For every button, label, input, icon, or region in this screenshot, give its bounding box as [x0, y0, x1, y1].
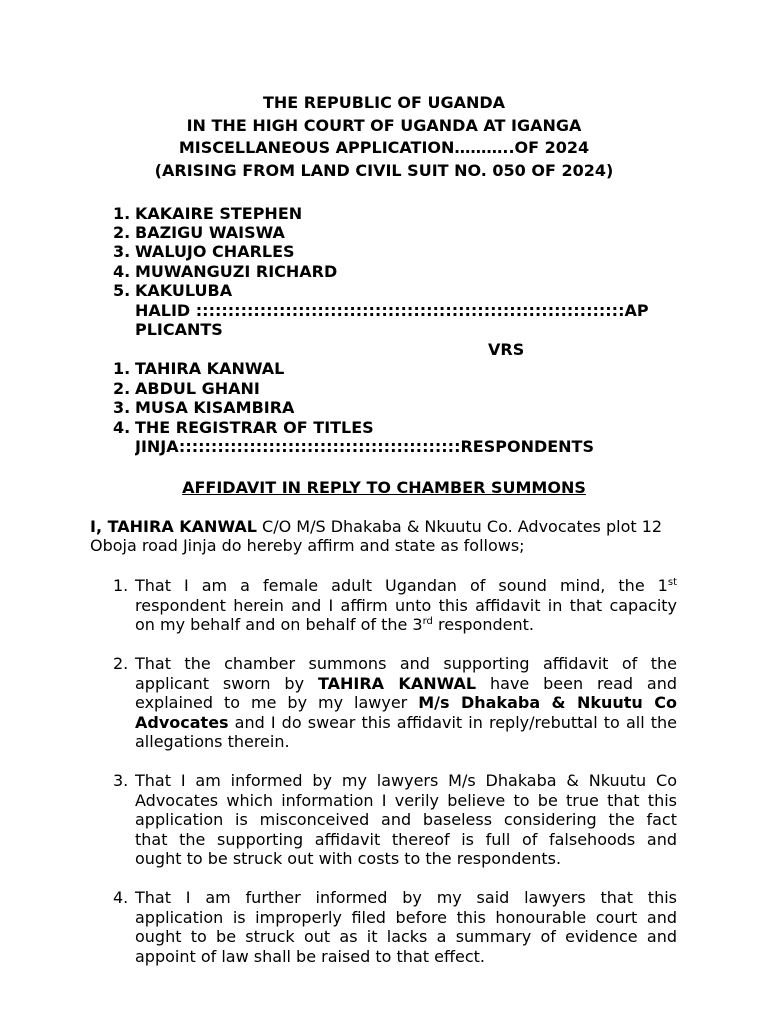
paragraph-line: that the supporting affidavit thereof is full of falsehoods and — [135, 830, 677, 849]
applicant-name: KAKULUBA — [135, 281, 233, 300]
applicant-number: 1. — [113, 204, 131, 223]
applicant-deponent-name: TAHIRA KANWAL — [317, 674, 477, 693]
paragraph-line: That I am a female adult Ugandan of sound mind, the 1st — [135, 576, 677, 595]
paragraph-line: on my behalf and on behalf of the 3rd respondent. — [135, 615, 534, 634]
respondent-number: 4. — [113, 418, 131, 437]
paragraph-line: appoint of law shall be raised to that effect. — [135, 947, 485, 966]
respondent-name: TAHIRA KANWAL — [135, 359, 285, 378]
paragraph-line: Advocates which information I verily believe to be true that this — [135, 791, 677, 810]
paragraph-line: That the chamber summons and supporting affidavit of the — [135, 654, 677, 673]
respondents-designation: JINJA::::::::::::::::::::::::::::::::::::::::::::RESPONDENTS — [135, 437, 594, 456]
intro-line-1 — [90, 517, 662, 537]
paragraph-number: 3. — [113, 771, 129, 790]
paragraph-line: ought to be struck out with costs to the respondents. — [135, 849, 562, 868]
respondent-name: MUSA KISAMBIRA — [135, 398, 295, 417]
paragraph-line: ought to be struck out as it lacks a summary of evidence and — [135, 927, 677, 946]
paragraph-line: That I am informed by my lawyers M/s Dhakaba & Nkuutu Co — [135, 771, 677, 790]
paragraph-line: explained to me by my lawyer M/s Dhakaba & Nkuutu Co — [135, 693, 677, 712]
applicant-name: BAZIGU WAISWA — [135, 223, 285, 242]
applicant-number: 4. — [113, 262, 131, 281]
heading-court: IN THE HIGH COURT OF UGANDA AT IGANGA — [186, 116, 582, 135]
respondent-number: 3. — [113, 398, 131, 417]
respondent-name: ABDUL GHANI — [135, 379, 260, 398]
paragraph-line: applicant sworn by TAHIRA KANWAL have been read and — [135, 674, 678, 693]
intro-address: C/O M/S Dhakaba & Nkuutu Co. Advocates plot 12 — [256, 517, 663, 536]
respondent-number: 1. — [113, 359, 131, 378]
heading-application: MISCELLANEOUS APPLICATION………..OF 2024 — [178, 138, 590, 157]
paragraph-number: 2. — [113, 654, 129, 673]
respondent-number: 2. — [113, 379, 131, 398]
respondent-name: THE REGISTRAR OF TITLES — [135, 418, 374, 437]
paragraph-line: Advocates and I do swear this affidavit in reply/rebuttal to all the — [135, 713, 677, 732]
paragraph-line: That I am further informed by my said lawyers that this — [135, 888, 677, 907]
paragraph-number: 4. — [113, 888, 129, 907]
affidavit-title: AFFIDAVIT IN REPLY TO CHAMBER SUMMONS — [182, 478, 586, 497]
paragraph-number: 1. — [113, 576, 129, 595]
paragraph-line: respondent herein and I affirm unto this affidavit in that capacity — [135, 596, 677, 615]
applicant-number: 3. — [113, 242, 131, 261]
applicant-name: KAKAIRE STEPHEN — [135, 204, 303, 223]
applicant-number: 5. — [113, 281, 131, 300]
ordinal-suffix: rd — [422, 616, 433, 627]
law-firm-name: M/s Dhakaba & Nkuutu Co — [418, 693, 677, 712]
applicant-number: 2. — [113, 223, 131, 242]
paragraph-line: application is improperly filed before this honourable court and — [135, 908, 677, 927]
applicant-name: MUWANGUZI RICHARD — [135, 262, 338, 281]
intro-line-2: Oboja road Jinja do hereby affirm and state as follows; — [90, 536, 525, 555]
deponent-name: I, TAHIRA KANWAL — [90, 517, 257, 536]
versus-label: VRS — [488, 340, 525, 359]
applicant-name: WALUJO CHARLES — [135, 242, 295, 261]
paragraph-line: allegations therein. — [135, 732, 290, 751]
applicants-designation: HALID :::::::::::::::::::::::::::::::::::::::::::::::::::::::::::::::::::AP — [135, 301, 649, 320]
paragraph-line: application is misconceived and baseless considering the fact — [135, 810, 677, 829]
applicants-designation-cont: PLICANTS — [135, 320, 223, 339]
heading-arising: (ARISING FROM LAND CIVIL SUIT NO. 050 OF 2024) — [154, 161, 614, 180]
ordinal-suffix: st — [667, 577, 677, 588]
law-firm-name-cont: Advocates — [135, 713, 229, 732]
heading-republic: THE REPUBLIC OF UGANDA — [262, 93, 506, 112]
